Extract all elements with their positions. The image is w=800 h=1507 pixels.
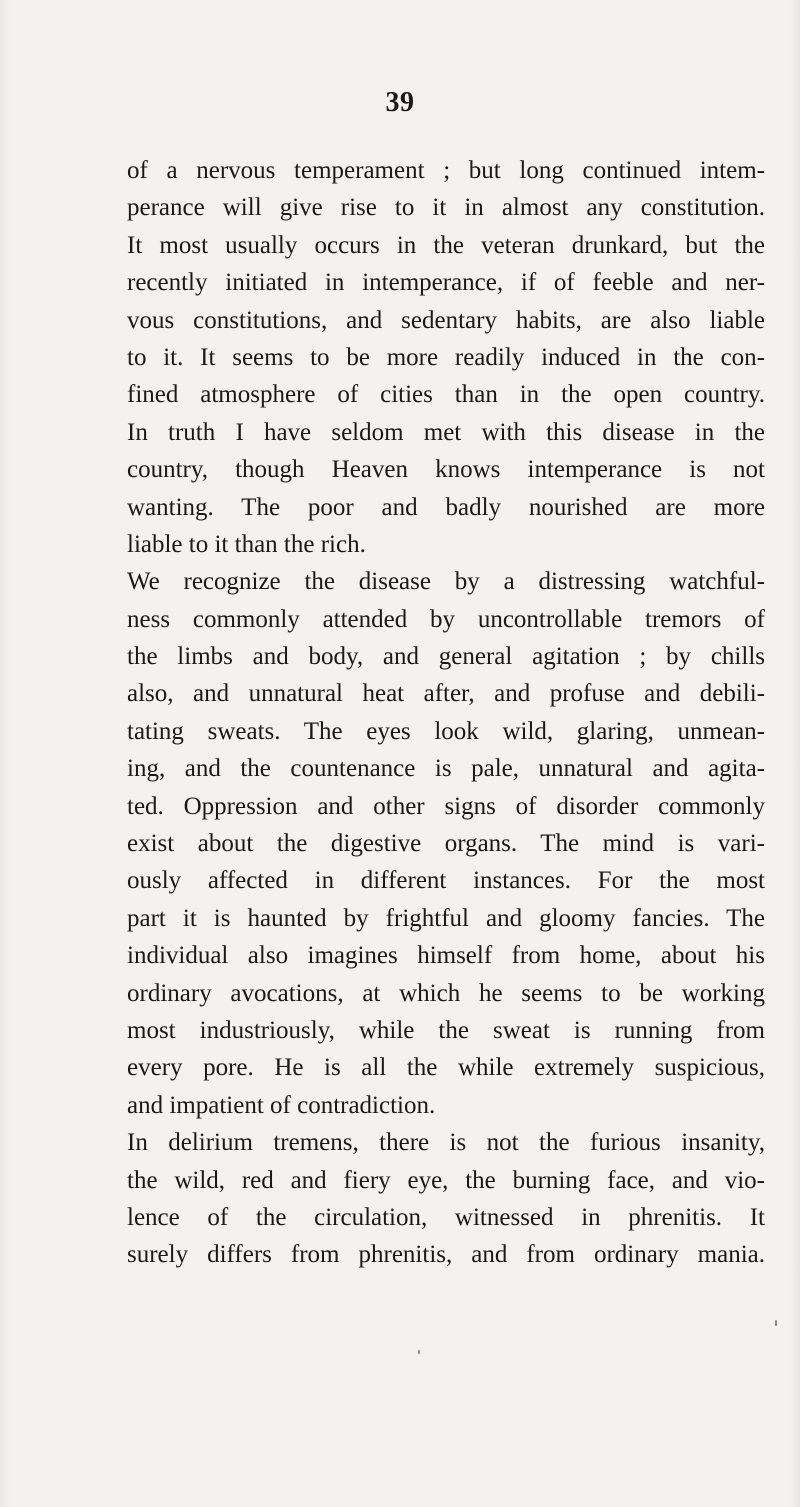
text-line: recently initiated in intemperance, if of feeble and ner-: [127, 269, 765, 297]
text-line: surely differs from phrenitis, and from ordinary mania.: [127, 1241, 765, 1269]
text-line: every pore. He is all the while extremely suspicious,: [127, 1054, 765, 1082]
text-line: We recognize the disease by a distressing watchful-: [127, 568, 765, 596]
text-line: perance will give rise to it in almost any constitution.: [127, 194, 765, 222]
text-line: and impatient of contradiction.: [127, 1091, 436, 1119]
text-line: ness commonly attended by uncontrollable tremors of: [127, 605, 765, 633]
text-line: country, though Heaven knows intemperance is not: [127, 456, 765, 484]
text-line: lence of the circulation, witnessed in phrenitis. It: [127, 1203, 765, 1231]
text-line: the limbs and body, and general agitation ; by chills: [127, 643, 765, 671]
text-line: of a nervous temperament ; but long continued intem-: [127, 157, 765, 184]
page-number: 39: [385, 87, 415, 118]
text-line: In truth I have seldom met with this disease in the: [127, 418, 765, 446]
text-line: exist about the digestive organs. The mind is vari-: [127, 830, 765, 858]
text-line: ted. Oppression and other signs of disorder commonly: [127, 792, 765, 820]
right-page-edge: [790, 0, 800, 1507]
text-line: fined atmosphere of cities than in the open country.: [127, 381, 765, 409]
text-line: individual also imagines himself from home, about his: [127, 942, 765, 970]
paper-speck: [775, 1320, 777, 1326]
text-line: most industriously, while the sweat is running from: [127, 1016, 765, 1044]
text-line: It most usually occurs in the veteran drunkard, but the: [127, 231, 765, 259]
text-line: liable to it than the rich.: [127, 530, 366, 558]
text-line: the wild, red and fiery eye, the burning face, and vio-: [127, 1166, 765, 1194]
text-line: also, and unnatural heat after, and profuse and debili-: [127, 680, 765, 708]
text-line: part it is haunted by frightful and gloomy fancies. The: [127, 904, 765, 932]
text-line: ordinary avocations, at which he seems to be working: [127, 979, 765, 1007]
text-line: ously affected in different instances. For the most: [127, 867, 765, 895]
text-line: ing, and the countenance is pale, unnatural and agita-: [127, 755, 765, 783]
left-page-edge: [0, 0, 10, 1507]
body-text: [127, 152, 765, 1274]
text-line: wanting. The poor and badly nourished are more: [127, 493, 765, 521]
text-line: to it. It seems to be more readily induced in the con-: [127, 343, 765, 371]
text-line: In delirium tremens, there is not the furious insanity,: [127, 1129, 765, 1157]
text-line: vous constitutions, and sedentary habits, are also liable: [127, 306, 765, 334]
text-line: tating sweats. The eyes look wild, glaring, unmean-: [127, 717, 765, 745]
paper-speck: [418, 1350, 420, 1354]
